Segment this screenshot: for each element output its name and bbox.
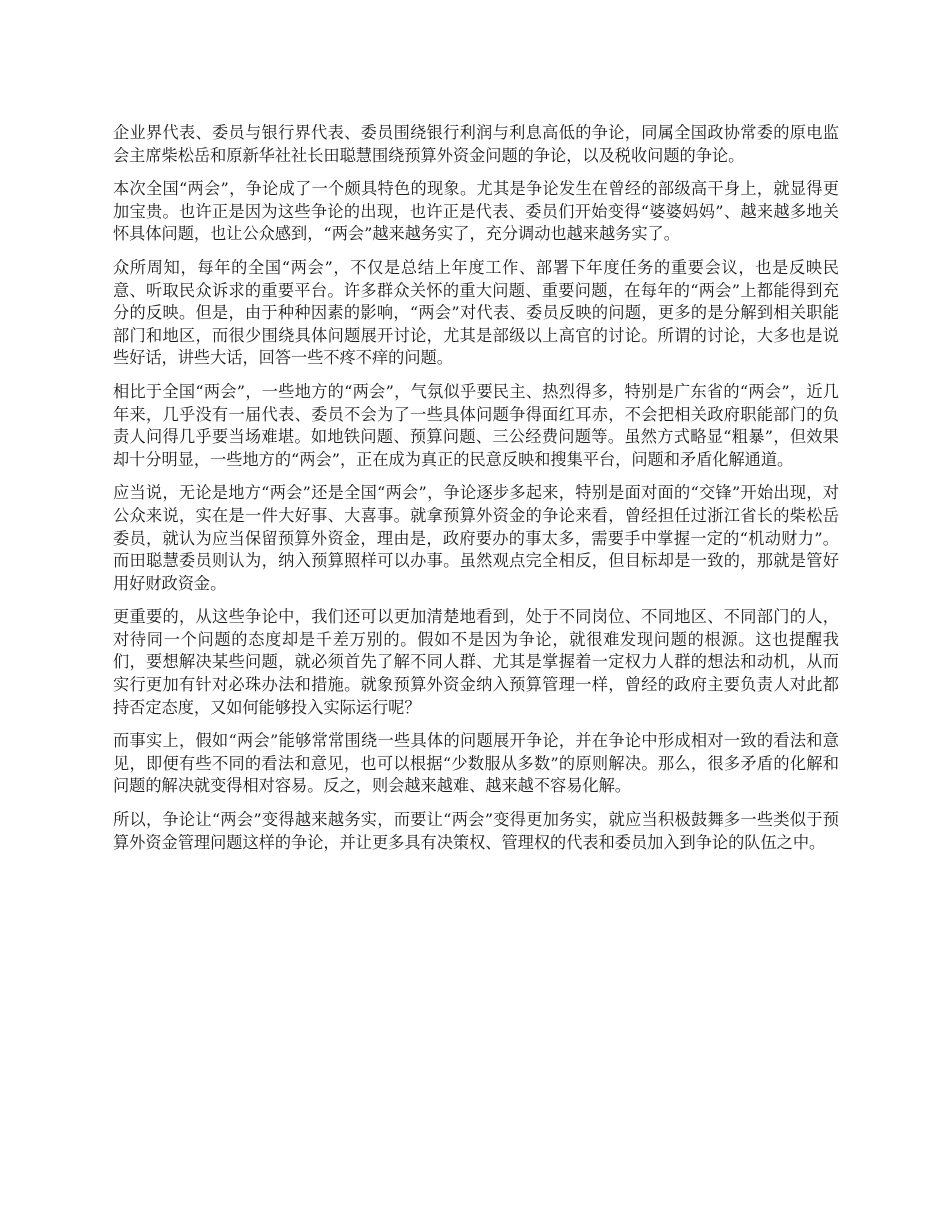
paragraph: 应当说，无论是地方“两会”还是全国“两会”，争论逐步多起来，特别是面对面的“交锋”开始出现，对公众来说，实在是一件大好事、大喜事。就拿预算外资金的争论来看，曾经担任过浙江省长的柴松岳委员，就认为应当保留预算外资金，理由是，政府要办的事太多，需要手中掌握一定的“机动财力”。而田聪慧委员则认为，纳入预算照样可以办事。虽然观点完全相反，但目标却是一致的，那就是管好用好财政资金。: [113, 483, 839, 593]
paragraph: 众所周知，每年的全国“两会”，不仅是总结上年度工作、部署下年度任务的重要会议，也是反映民意、听取民众诉求的重要平台。许多群众关怀的重大问题、重要问题，在每年的“两会”上都能得到充分的反映。但是，由于种种因素的影响，“两会”对代表、委员反映的问题，更多的是分解到相关职能部门和地区，而很少围绕具体问题展开讨论，尤其是部级以上高官的讨论。所谓的讨论，大多也是说些好话，讲些大话，回答一些不疼不痒的问题。: [113, 257, 839, 368]
paragraph: 本次全国“两会”，争论成了一个颇具特色的现象。尤其是争论发生在曾经的部级高干身上，就显得更加宝贵。也许正是因为这些争论的出现，也许正是代表、委员们开始变得“婆婆妈妈”、越来越多地关怀具体问题，也让公众感到，“两会”越来越务实了，充分调动也越来越务实了。: [113, 179, 839, 244]
document-body: [113, 122, 839, 865]
paragraph: 企业界代表、委员与银行界代表、委员围绕银行利润与利息高低的争论，同属全国政协常委的原电监会主席柴松岳和原新华社社长田聪慧围绕预算外资金问题的争论，以及税收问题的争论。: [113, 123, 839, 165]
paragraph: 所以，争论让“两会”变得越来越务实，而要让“两会”变得更加务实，就应当积极鼓舞多一些类似于预算外资金管理问题这样的争论，并让更多具有决策权、管理权的代表和委员加入到争论的队伍之中。: [113, 810, 839, 852]
paragraph: 更重要的，从这些争论中，我们还可以更加清楚地看到，处于不同岗位、不同地区、不同部门的人，对待同一个问题的态度却是千差万别的。假如不是因为争论，就很难发现问题的根源。这也提醒我们，要想解决某些问题，就必须首先了解不同人群、尤其是掌握着一定权力人群的想法和动机，从而实行更加有针对必珠办法和措施。就象预算外资金纳入预算管理一样，曾经的政府主要负责人对此都持否定态度，又如何能够投入实际运行呢？: [113, 607, 839, 717]
paragraph: 而事实上，假如“两会”能够常常围绕一些具体的问题展开争论，并在争论中形成相对一致的看法和意见，即便有些不同的看法和意见，也可以根据“少数服从多数”的原则解决。那么，很多矛盾的化解和问题的解决就变得相对容易。反之，则会越来越难、越来越不容易化解。: [113, 731, 839, 796]
paragraph: 相比于全国“两会”，一些地方的“两会”，气氛似乎要民主、热烈得多，特别是广东省的“两会”，近几年来，几乎没有一届代表、委员不会为了一些具体问题争得面红耳赤，不会把相关政府职能部门的负责人问得几乎要当场难堪。如地铁问题、预算问题、三公经费问题等。虽然方式略显“粗暴”，但效果却十分明显，一些地方的“两会”，正在成为真正的民意反映和搜集平台，问题和矛盾化解通道。: [113, 381, 839, 469]
